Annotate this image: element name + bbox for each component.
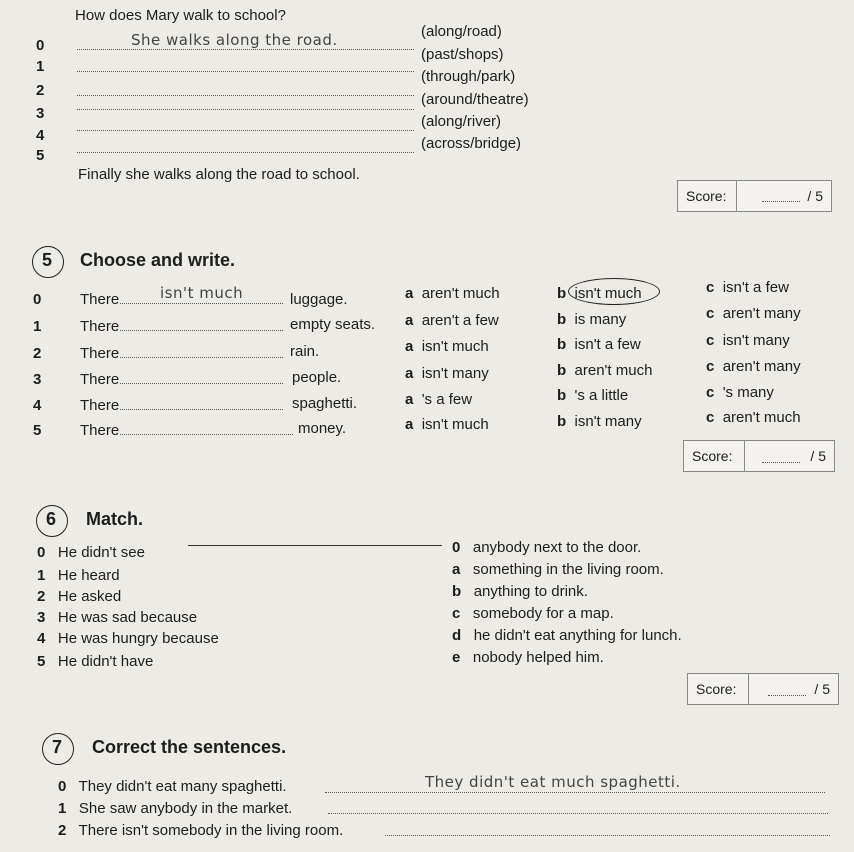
sentence-end[interactable]: he didn't eat anything for lunch. (473, 627, 682, 644)
option-letter: b (557, 387, 567, 404)
ex5-score-box (683, 440, 835, 472)
option-b[interactable]: isn't a few (574, 336, 641, 353)
row-number: 5 (33, 422, 42, 439)
sentence-end[interactable]: anything to drink. (473, 583, 588, 600)
sentence-end[interactable]: anybody next to the door. (472, 539, 642, 556)
ex4-question: How does Mary walk to school? (75, 7, 286, 24)
sentence-end: empty seats. (290, 316, 376, 333)
item-letter: e (452, 649, 461, 666)
option-letter: a (405, 365, 414, 382)
row-number: 0 (36, 37, 45, 54)
sentence-start: There (80, 345, 120, 362)
answer-line (77, 49, 414, 50)
item-number: 0 (58, 778, 67, 795)
sentence-start: There (80, 397, 120, 414)
option-letter: b (557, 362, 567, 379)
score-label: Score: (686, 188, 727, 204)
answer-line[interactable] (120, 357, 283, 358)
score-input[interactable] (762, 462, 800, 463)
hint: (through/park) (421, 68, 516, 85)
item-number: 0 (37, 544, 46, 561)
option-c[interactable]: 's many (722, 384, 774, 401)
option-letter: a (405, 416, 414, 433)
sentence-end: money. (298, 420, 347, 437)
answer-line[interactable] (77, 95, 414, 96)
exercise-number: 7 (52, 737, 63, 757)
option-c[interactable]: aren't much (722, 409, 801, 426)
option-letter: b (557, 285, 567, 302)
exercise-number: 5 (42, 250, 53, 270)
option-letter: c (706, 305, 715, 322)
option-c[interactable]: isn't many (722, 332, 790, 349)
item-number: 5 (37, 653, 46, 670)
answer-text[interactable]: She walks along the road. (131, 31, 338, 49)
row-number: 2 (33, 345, 42, 362)
sentence-end[interactable]: somebody for a map. (472, 605, 614, 622)
sentence-end[interactable]: nobody helped him. (472, 649, 604, 666)
item-number: 2 (58, 822, 67, 839)
exercise-number: 6 (46, 509, 57, 529)
sentence-end: luggage. (290, 291, 348, 308)
item-number: 2 (37, 588, 46, 605)
row-number: 1 (33, 318, 42, 335)
option-b[interactable]: isn't many (574, 413, 642, 430)
incorrect-sentence: She saw anybody in the market. (78, 800, 293, 817)
option-b[interactable]: 's a little (574, 387, 629, 404)
option-b[interactable]: aren't much (574, 362, 653, 379)
row-number: 3 (33, 371, 42, 388)
incorrect-sentence: There isn't somebody in the living room. (78, 822, 344, 839)
incorrect-sentence: They didn't eat many spaghetti. (78, 778, 287, 795)
row-number: 2 (36, 82, 45, 99)
option-a[interactable]: 's a few (421, 391, 473, 408)
exercise-title: Correct the sentences. (92, 737, 287, 757)
hint: (along/river) (421, 113, 502, 130)
answer-line[interactable] (77, 130, 414, 131)
sentence-start: He was hungry because (57, 630, 219, 647)
item-number: 3 (37, 609, 46, 626)
score-divider (744, 441, 745, 471)
item-letter: c (452, 605, 461, 622)
sentence-start: There (80, 422, 120, 439)
sentence-start: There (80, 318, 120, 335)
answer-line[interactable] (77, 152, 414, 153)
option-a[interactable]: aren't much (421, 285, 500, 302)
score-input[interactable] (768, 695, 806, 696)
item-number: 1 (37, 567, 46, 584)
exercise-title: Match. (86, 509, 144, 529)
score-divider (736, 181, 737, 211)
answer-line (325, 792, 825, 793)
sentence-end: spaghetti. (292, 395, 358, 412)
score-label: Score: (696, 681, 737, 697)
option-a[interactable]: isn't much (421, 338, 489, 355)
option-letter: a (405, 312, 414, 329)
sentence-start: He asked (57, 588, 122, 605)
exercise-title: Choose and write. (80, 250, 236, 270)
option-letter: c (706, 384, 715, 401)
answer-line[interactable] (120, 409, 283, 410)
item-letter: b (452, 583, 462, 600)
row-number: 4 (36, 127, 45, 144)
sentence-start: He was sad because (57, 609, 198, 626)
option-c[interactable]: aren't many (722, 358, 801, 375)
item-letter: a (452, 561, 461, 578)
item-letter: 0 (452, 539, 461, 556)
ex4-score-box (677, 180, 832, 212)
option-c[interactable]: aren't many (722, 305, 801, 322)
score-total: / 5 (810, 448, 826, 464)
sentence-end: people. (292, 369, 342, 386)
sentence-start: He didn't have (57, 653, 154, 670)
option-letter: a (405, 391, 414, 408)
answer-line (120, 303, 283, 304)
sentence-end[interactable]: something in the living room. (472, 561, 664, 578)
hint: (along/road) (421, 23, 502, 40)
row-number: 0 (33, 291, 42, 308)
answer-line[interactable] (328, 813, 828, 814)
item-number: 4 (37, 630, 46, 647)
item-letter: d (452, 627, 462, 644)
answer-line[interactable] (120, 330, 283, 331)
option-letter: b (557, 413, 567, 430)
option-b[interactable]: is many (574, 311, 627, 328)
option-c[interactable]: isn't a few (722, 279, 789, 296)
option-letter: b (557, 336, 567, 353)
hint: (across/bridge) (421, 135, 522, 152)
option-letter: c (706, 358, 715, 375)
hint: (around/theatre) (421, 91, 529, 108)
option-letter: a (405, 285, 414, 302)
score-label: Score: (692, 448, 733, 464)
answer-line[interactable] (385, 835, 830, 836)
option-a[interactable]: isn't many (421, 365, 489, 382)
option-letter: c (706, 279, 715, 296)
option-letter: c (706, 409, 715, 426)
score-total: / 5 (814, 681, 830, 697)
answer-line[interactable] (77, 71, 414, 72)
hint: (past/shops) (421, 46, 504, 63)
option-a[interactable]: isn't much (421, 416, 489, 433)
sentence-start: There (80, 291, 120, 308)
answer-text[interactable]: isn't much (160, 284, 244, 302)
sentence-start: There (80, 371, 120, 388)
row-number: 4 (33, 397, 42, 414)
option-letter: c (706, 332, 715, 349)
answer-line[interactable] (77, 109, 414, 110)
ex6-score-box (687, 673, 839, 705)
option-a[interactable]: aren't a few (421, 312, 499, 329)
score-input[interactable] (762, 201, 800, 202)
sentence-start: He heard (57, 567, 120, 584)
score-total: / 5 (807, 188, 823, 204)
sentence-start: He didn't see (57, 544, 145, 561)
ex4-final-sentence: Finally she walks along the road to school. (78, 166, 360, 183)
option-letter: b (557, 311, 567, 328)
answer-line[interactable] (120, 434, 293, 435)
answer-line[interactable] (120, 383, 283, 384)
match-line-example (188, 545, 442, 546)
sentence-end: rain. (290, 343, 320, 360)
option-letter: a (405, 338, 414, 355)
option-b[interactable]: isn't much (574, 285, 642, 302)
item-number: 1 (58, 800, 67, 817)
answer-text[interactable]: They didn't eat much spaghetti. (425, 773, 681, 791)
row-number: 3 (36, 105, 45, 122)
row-number: 5 (36, 147, 45, 164)
score-divider (748, 674, 749, 704)
row-number: 1 (36, 58, 45, 75)
